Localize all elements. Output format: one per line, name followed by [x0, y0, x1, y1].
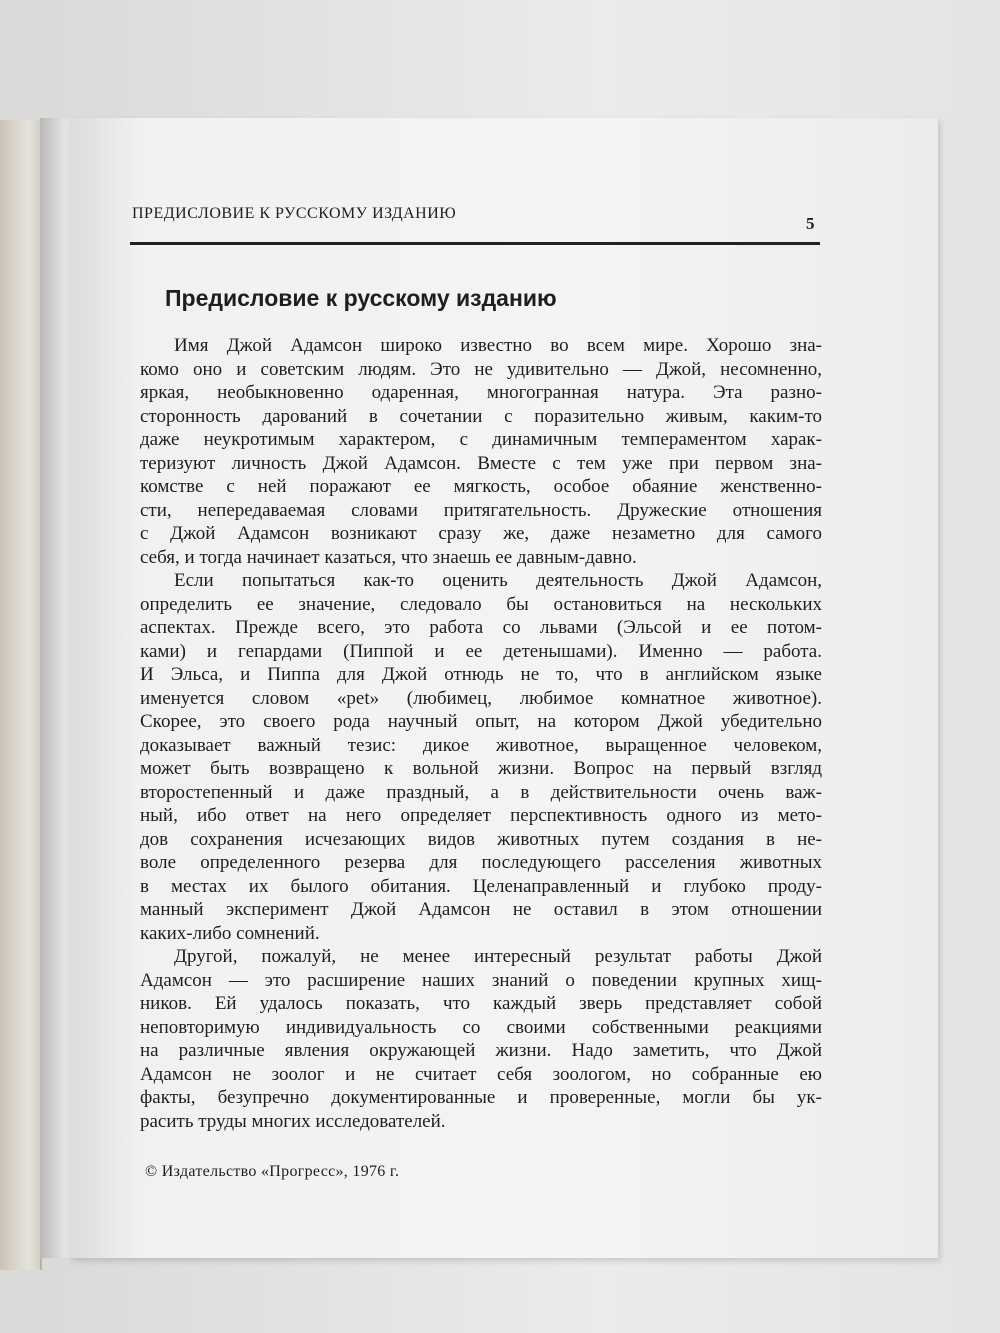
text-line: каких-либо сомнений.: [140, 922, 320, 944]
running-head: ПРЕДИСЛОВИЕ К РУССКОМУ ИЗДАНИЮ: [132, 205, 457, 222]
text-line: Адамсон не зоолог и не считает себя зоологом, но собранные ею: [140, 1063, 822, 1085]
text-line: именуется словом «pet» (любимец, любимое комнатное животное).: [140, 687, 822, 709]
text-line: дов сохранения исчезающих видов животных путем создания в не-: [140, 828, 822, 850]
text-line: теризуют личность Джой Адамсон. Вместе с тем уже при первом зна-: [140, 452, 822, 474]
text-line: сти, непередаваемая словами притягательность. Дружеские отношения: [140, 499, 822, 521]
copyright-notice: © Издательство «Прогресс», 1976 г.: [145, 1163, 400, 1180]
text-line: комо оно и советским людям. Это не удивительно — Джой, несомненно,: [140, 358, 822, 380]
text-line: на различные явления окружающей жизни. Надо заметить, что Джой: [140, 1040, 822, 1061]
text-line: второстепенный и даже праздный, а в действительности очень важ-: [140, 781, 822, 803]
text-line: ный, ибо ответ на него определяет перспективность одного из мето-: [140, 805, 822, 826]
text-line: ников. Ей удалось показать, что каждый зверь представляет собой: [140, 993, 822, 1014]
text-line: сторонность дарований в сочетании с поразительно живым, каким-то: [140, 405, 822, 427]
body-text: [140, 334, 822, 1133]
text-line: Если попытаться как-то оценить деятельность Джой Адамсон,: [174, 570, 822, 591]
text-line: может быть возвращено к вольной жизни. Вопрос на первый взгляд: [140, 758, 822, 779]
text-line: расить труды многих исследователей.: [140, 1110, 446, 1132]
text-line: себя, и тогда начинает казаться, что знаешь ее давным-давно.: [140, 546, 637, 568]
text-line: ками) и гепардами (Пиппой и ее детенышами). Именно — работа.: [140, 640, 822, 662]
text-line: определить ее значение, следовало бы остановиться на нескольких: [140, 593, 822, 615]
text-line: даже неукротимым характером, с динамичным темпераментом харак-: [140, 429, 822, 450]
text-line: Другой, пожалуй, не менее интересный результат работы Джой: [174, 946, 822, 967]
text-line: яркая, необыкновенно одаренная, многогранная натура. Эта разно-: [140, 382, 822, 403]
paragraph: [140, 569, 822, 945]
text-line: Скорее, это своего рода научный опыт, на котором Джой убедительно: [140, 711, 822, 732]
paragraph: [140, 945, 822, 1133]
text-line: неповторимую индивидуальность со своими собственными реакциями: [140, 1016, 822, 1038]
header-rule: [130, 242, 820, 245]
page-number: 5: [806, 214, 815, 233]
text-line: в местах их былого обитания. Целенаправленный и глубоко проду-: [140, 875, 822, 897]
text-line: воле определенного резерва для последующего расселения животных: [140, 852, 822, 873]
text-line: И Эльса, и Пиппа для Джой отнюдь не то, что в английском языке: [140, 664, 822, 685]
text-line: комстве с ней поражают ее мягкость, особое обаяние женственно-: [140, 476, 822, 497]
text-line: с Джой Адамсон возникают сразу же, даже незаметно для самого: [140, 523, 822, 544]
chapter-title: Предисловие к русскому изданию: [165, 285, 557, 311]
text-line: аспектах. Прежде всего, это работа со львами (Эльсой и ее потом-: [140, 617, 822, 638]
text-line: манный эксперимент Джой Адамсон не оставил в этом отношении: [140, 899, 822, 920]
paragraph: [140, 334, 822, 569]
text-line: доказывает важный тезис: дикое животное, выращенное человеком,: [140, 734, 822, 756]
text-line: Адамсон — это расширение наших знаний о поведении крупных хищ-: [140, 969, 822, 991]
left-page-edge: [0, 120, 42, 1270]
text-line: Имя Джой Адамсон широко известно во всем мире. Хорошо зна-: [174, 335, 822, 356]
text-line: факты, безупречно документированные и проверенные, могли бы ук-: [140, 1087, 822, 1108]
